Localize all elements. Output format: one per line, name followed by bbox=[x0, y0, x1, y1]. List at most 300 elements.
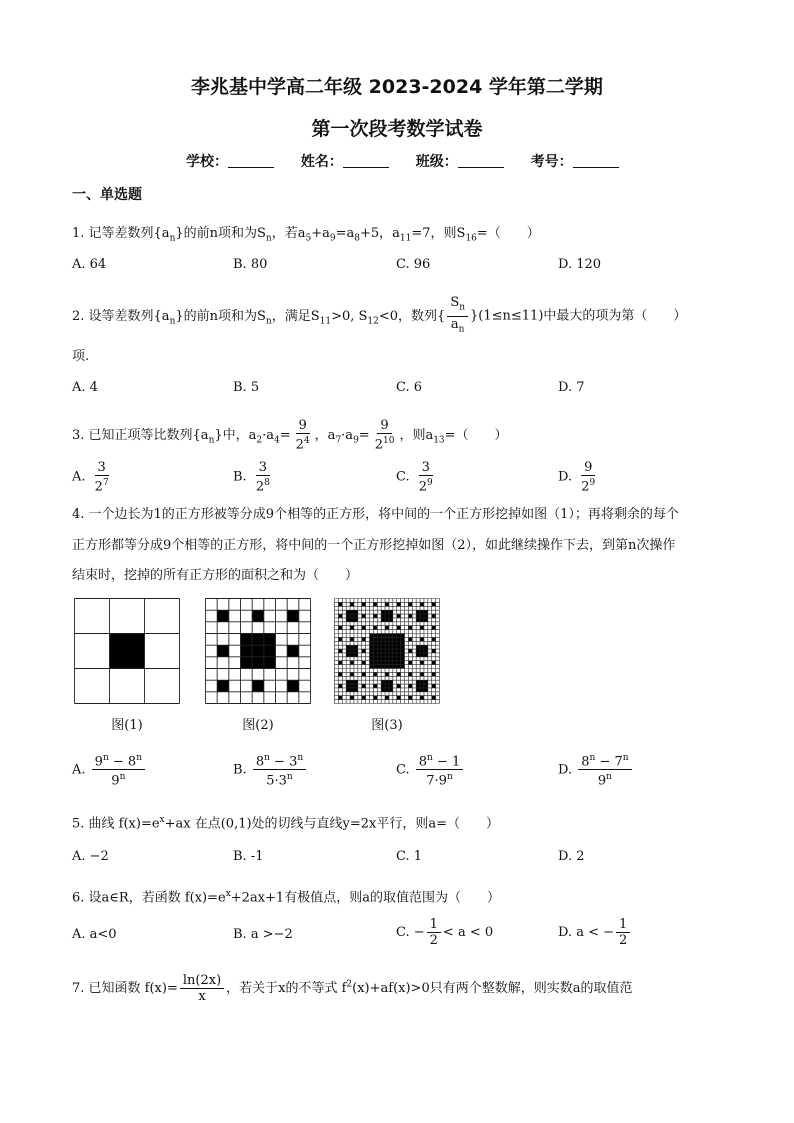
removed-square bbox=[110, 634, 145, 669]
removed-square bbox=[350, 614, 354, 618]
removed-square bbox=[350, 645, 354, 649]
removed-square bbox=[377, 661, 381, 665]
removed-square bbox=[401, 645, 405, 649]
removed-square bbox=[217, 680, 229, 692]
removed-square bbox=[416, 684, 420, 688]
removed-square bbox=[385, 657, 389, 661]
removed-square bbox=[252, 645, 264, 657]
removed-square bbox=[385, 684, 389, 688]
removed-square bbox=[397, 696, 401, 700]
q3-c-den: $2^9$ bbox=[418, 478, 433, 495]
removed-square bbox=[373, 661, 377, 665]
removed-square bbox=[381, 684, 385, 688]
removed-square bbox=[350, 680, 354, 684]
exam-number-blank[interactable] bbox=[573, 153, 619, 168]
removed-square bbox=[362, 661, 366, 665]
removed-square bbox=[432, 684, 436, 688]
removed-square bbox=[370, 649, 374, 653]
removed-square bbox=[420, 696, 424, 700]
removed-square bbox=[381, 618, 385, 622]
removed-square bbox=[241, 645, 253, 657]
removed-square bbox=[350, 626, 354, 630]
removed-square bbox=[370, 641, 374, 645]
removed-square bbox=[354, 610, 358, 614]
q3-f1-den: $2^4$ bbox=[295, 436, 310, 453]
exam-title-line2: 第一次段考数学试卷 bbox=[311, 118, 483, 140]
removed-square bbox=[377, 641, 381, 645]
q2-option-a[interactable]: A. 4 bbox=[72, 380, 98, 395]
q4-c-frac bbox=[416, 751, 464, 789]
removed-square bbox=[432, 696, 436, 700]
removed-square bbox=[338, 684, 342, 688]
removed-square bbox=[217, 645, 229, 657]
removed-square bbox=[432, 661, 436, 665]
q3-stem-part-a: 3. 已知正项等比数列$\{a_n\}$中，$a_2\cdot a_4=$ bbox=[72, 427, 291, 446]
removed-square bbox=[385, 618, 389, 622]
removed-square bbox=[401, 657, 405, 661]
removed-square bbox=[408, 649, 412, 653]
removed-square bbox=[362, 696, 366, 700]
removed-square bbox=[397, 614, 401, 618]
class-blank[interactable] bbox=[458, 153, 504, 168]
question-2-stem bbox=[72, 295, 686, 337]
removed-square bbox=[389, 688, 393, 692]
removed-square bbox=[373, 614, 377, 618]
q1-option-d[interactable]: D. 120 bbox=[558, 257, 602, 272]
school-blank[interactable] bbox=[228, 153, 274, 168]
removed-square bbox=[373, 634, 377, 638]
q2-option-d[interactable]: D. 7 bbox=[558, 380, 585, 395]
removed-square bbox=[397, 649, 401, 653]
removed-square bbox=[432, 649, 436, 653]
removed-square bbox=[373, 684, 377, 688]
q6-option-a[interactable]: A. a<0 bbox=[72, 927, 117, 942]
removed-square bbox=[350, 610, 354, 614]
removed-square bbox=[338, 626, 342, 630]
removed-square bbox=[393, 641, 397, 645]
q2-option-b[interactable]: B. 5 bbox=[233, 380, 260, 395]
removed-square bbox=[350, 672, 354, 676]
q2-option-c[interactable]: C. 6 bbox=[396, 380, 423, 395]
removed-square bbox=[385, 680, 389, 684]
q4-d-num: $8^n - 7^n$ bbox=[578, 751, 631, 770]
removed-square bbox=[377, 665, 381, 669]
q4-option-b[interactable] bbox=[233, 751, 308, 789]
removed-square bbox=[381, 614, 385, 618]
removed-square bbox=[373, 641, 377, 645]
removed-square bbox=[408, 696, 412, 700]
removed-square bbox=[354, 688, 358, 692]
removed-square bbox=[408, 684, 412, 688]
removed-square bbox=[389, 637, 393, 641]
removed-square bbox=[424, 649, 428, 653]
removed-square bbox=[354, 614, 358, 618]
removed-square bbox=[385, 641, 389, 645]
removed-square bbox=[424, 645, 428, 649]
removed-square bbox=[287, 645, 299, 657]
removed-square bbox=[397, 626, 401, 630]
removed-square bbox=[424, 688, 428, 692]
q4-b-den: $5\cdot 3^n$ bbox=[266, 772, 293, 789]
q3-d-label: D. bbox=[558, 469, 573, 485]
q4-c-num: $8^n - 1$ bbox=[416, 751, 464, 770]
removed-square bbox=[432, 626, 436, 630]
figure-2-caption: 图(2) bbox=[242, 718, 274, 733]
removed-square bbox=[420, 602, 424, 606]
removed-square bbox=[397, 661, 401, 665]
removed-square bbox=[373, 649, 377, 653]
removed-square bbox=[408, 672, 412, 676]
removed-square bbox=[432, 602, 436, 606]
removed-square bbox=[389, 614, 393, 618]
removed-square bbox=[362, 649, 366, 653]
q3-d-num: 9 bbox=[581, 460, 595, 476]
removed-square bbox=[420, 649, 424, 653]
q3-f2-num: 9 bbox=[377, 418, 391, 434]
q4-c-label: C. bbox=[396, 762, 410, 778]
q3-a-num: 3 bbox=[95, 460, 109, 476]
q4-b-frac bbox=[253, 751, 306, 789]
removed-square bbox=[287, 610, 299, 622]
question-3-stem bbox=[72, 418, 508, 452]
removed-square bbox=[381, 645, 385, 649]
removed-square bbox=[424, 684, 428, 688]
removed-square bbox=[381, 637, 385, 641]
removed-square bbox=[389, 634, 393, 638]
removed-square bbox=[401, 661, 405, 665]
q6-option-c[interactable] bbox=[396, 917, 493, 948]
removed-square bbox=[346, 653, 350, 657]
removed-square bbox=[373, 653, 377, 657]
q7-frac-den: x bbox=[198, 989, 206, 1004]
removed-square bbox=[385, 614, 389, 618]
removed-square bbox=[401, 641, 405, 645]
removed-square bbox=[385, 637, 389, 641]
removed-square bbox=[385, 696, 389, 700]
removed-square bbox=[338, 672, 342, 676]
removed-square bbox=[420, 672, 424, 676]
q3-d-den: $2^9$ bbox=[581, 478, 596, 495]
removed-square bbox=[389, 618, 393, 622]
removed-square bbox=[397, 653, 401, 657]
removed-square bbox=[252, 610, 264, 622]
removed-square bbox=[370, 645, 374, 649]
removed-square bbox=[393, 665, 397, 669]
q6-c-den: 2 bbox=[429, 933, 438, 948]
question-4-line2: 正方形都等分成9个相等的正方形，将中间的一个正方形挖掉如图（2），如此继续操作下去，到第n次操作 bbox=[72, 538, 676, 553]
q1-option-c[interactable]: C. 96 bbox=[396, 257, 431, 272]
removed-square bbox=[389, 645, 393, 649]
removed-square bbox=[381, 680, 385, 684]
removed-square bbox=[432, 614, 436, 618]
removed-square bbox=[408, 602, 412, 606]
q3-d-frac bbox=[578, 460, 598, 494]
removed-square bbox=[346, 614, 350, 618]
removed-square bbox=[381, 661, 385, 665]
name-label: 姓名： bbox=[300, 154, 343, 170]
removed-square bbox=[393, 645, 397, 649]
removed-square bbox=[408, 626, 412, 630]
question-4-line3: 结束时，挖掉的所有正方形的面积之和为（ ） bbox=[72, 568, 359, 583]
q7-fraction bbox=[180, 973, 224, 1004]
removed-square bbox=[420, 680, 424, 684]
question-1-stem: 1. 记等差数列$\{a_n\}$的前n项和为$S_n$，若$a_5+a_9=a_8+5$，$a_{11}=7$，则$S_{16}=$（ ） bbox=[72, 226, 540, 244]
removed-square bbox=[397, 602, 401, 606]
q3-c-frac bbox=[416, 460, 436, 494]
removed-square bbox=[354, 645, 358, 649]
removed-square bbox=[217, 610, 229, 622]
removed-square bbox=[389, 684, 393, 688]
removed-square bbox=[381, 688, 385, 692]
removed-square bbox=[362, 602, 366, 606]
removed-square bbox=[385, 626, 389, 630]
removed-square bbox=[416, 649, 420, 653]
removed-square bbox=[264, 634, 276, 646]
removed-square bbox=[385, 649, 389, 653]
q3-b-label: B. bbox=[233, 469, 247, 485]
q5-option-c[interactable]: C. 1 bbox=[396, 849, 423, 864]
removed-square bbox=[354, 684, 358, 688]
q4-a-den: 9$^n$ bbox=[111, 772, 126, 789]
q3-stem-part-b: ，$a_7\cdot a_9=$ bbox=[314, 427, 370, 446]
q4-option-d[interactable] bbox=[558, 751, 634, 789]
removed-square bbox=[373, 696, 377, 700]
q3-option-a[interactable] bbox=[72, 460, 114, 494]
removed-square bbox=[385, 688, 389, 692]
removed-square bbox=[241, 657, 253, 669]
removed-square bbox=[389, 653, 393, 657]
q6-option-d[interactable] bbox=[558, 917, 632, 948]
removed-square bbox=[420, 653, 424, 657]
q3-c-num: 3 bbox=[419, 460, 433, 476]
exam-number-label: 考号： bbox=[530, 154, 573, 170]
removed-square bbox=[420, 684, 424, 688]
removed-square bbox=[416, 610, 420, 614]
q4-option-a[interactable] bbox=[72, 751, 147, 789]
q4-a-label: A. bbox=[72, 762, 86, 778]
section-heading: 一、单选题 bbox=[72, 187, 142, 203]
removed-square bbox=[373, 626, 377, 630]
q3-fraction-2 bbox=[372, 418, 398, 452]
removed-square bbox=[393, 649, 397, 653]
q6-d-den: 2 bbox=[619, 933, 628, 948]
q4-b-label: B. bbox=[233, 762, 247, 778]
removed-square bbox=[416, 618, 420, 622]
removed-square bbox=[377, 634, 381, 638]
removed-square bbox=[377, 637, 381, 641]
q4-a-num: $9^n - 8^n$ bbox=[92, 751, 145, 770]
removed-square bbox=[420, 661, 424, 665]
q2-frac-num: $S_n$ bbox=[447, 295, 468, 317]
removed-square bbox=[397, 684, 401, 688]
removed-square bbox=[346, 680, 350, 684]
removed-square bbox=[373, 672, 377, 676]
sierpinski-figure-1 bbox=[74, 598, 180, 704]
removed-square bbox=[389, 610, 393, 614]
removed-square bbox=[338, 614, 342, 618]
removed-square bbox=[397, 637, 401, 641]
removed-square bbox=[338, 649, 342, 653]
removed-square bbox=[381, 665, 385, 669]
removed-square bbox=[381, 653, 385, 657]
q6-d-label: D. a < − bbox=[558, 925, 615, 940]
q3-option-b[interactable] bbox=[233, 460, 275, 494]
q2-stem-end: 项. bbox=[72, 349, 90, 364]
removed-square bbox=[389, 661, 393, 665]
removed-square bbox=[373, 657, 377, 661]
removed-square bbox=[385, 665, 389, 669]
removed-square bbox=[264, 657, 276, 669]
question-6-stem: 6. 设a∈R，若函数 $f(x)=e^x+2ax+1$有极值点，则a的取值范围为（ ） bbox=[72, 889, 500, 906]
figure-1-caption: 图(1) bbox=[111, 718, 143, 733]
q4-d-frac bbox=[578, 751, 631, 789]
removed-square bbox=[389, 657, 393, 661]
q6-c-frac bbox=[427, 917, 441, 948]
removed-square bbox=[377, 653, 381, 657]
removed-square bbox=[346, 610, 350, 614]
removed-square bbox=[420, 645, 424, 649]
q1-option-a[interactable]: A. 64 bbox=[72, 257, 107, 272]
removed-square bbox=[373, 645, 377, 649]
q6-c-tail: < a < 0 bbox=[442, 925, 494, 940]
exam-title-line1: 李兆基中学高二年级 2023-2024 学年第二学期 bbox=[191, 76, 603, 98]
removed-square bbox=[381, 634, 385, 638]
q7-stem-part-b: ，若关于x的不等式 $f^2(x)+af(x)>0$只有两个整数解，则实数a的取值范 bbox=[226, 979, 633, 996]
removed-square bbox=[389, 641, 393, 645]
removed-square bbox=[354, 649, 358, 653]
removed-square bbox=[354, 653, 358, 657]
removed-square bbox=[385, 653, 389, 657]
q2-stem-part-b: }(1≤n≤11)中最大的项为第（ ） bbox=[470, 308, 687, 324]
q6-d-num: 1 bbox=[616, 917, 630, 933]
q3-option-d[interactable] bbox=[558, 460, 600, 494]
q7-frac-num: ln(2x) bbox=[180, 973, 224, 989]
removed-square bbox=[338, 696, 342, 700]
removed-square bbox=[393, 653, 397, 657]
removed-square bbox=[416, 645, 420, 649]
removed-square bbox=[252, 680, 264, 692]
removed-square bbox=[401, 653, 405, 657]
removed-square bbox=[397, 657, 401, 661]
q3-option-c[interactable] bbox=[396, 460, 438, 494]
removed-square bbox=[408, 614, 412, 618]
removed-square bbox=[264, 645, 276, 657]
removed-square bbox=[338, 661, 342, 665]
removed-square bbox=[420, 618, 424, 622]
removed-square bbox=[350, 661, 354, 665]
name-blank[interactable] bbox=[343, 153, 389, 168]
removed-square bbox=[370, 665, 374, 669]
removed-square bbox=[346, 645, 350, 649]
removed-square bbox=[416, 688, 420, 692]
removed-square bbox=[252, 634, 264, 646]
removed-square bbox=[397, 641, 401, 645]
removed-square bbox=[350, 653, 354, 657]
q7-stem-part-a: 7. 已知函数 f(x)= bbox=[72, 981, 178, 996]
removed-square bbox=[401, 649, 405, 653]
removed-square bbox=[370, 634, 374, 638]
q3-stem-part-c: ，则$a_{13}=$（ ） bbox=[399, 427, 508, 446]
removed-square bbox=[350, 637, 354, 641]
sierpinski-figure-3 bbox=[334, 598, 440, 704]
q5-option-d[interactable]: D. 2 bbox=[558, 849, 585, 864]
q3-a-frac bbox=[92, 460, 112, 494]
q4-d-den: 9$^n$ bbox=[597, 772, 612, 789]
q4-b-num: $8^n - 3^n$ bbox=[253, 751, 306, 770]
removed-square bbox=[432, 637, 436, 641]
removed-square bbox=[397, 672, 401, 676]
removed-square bbox=[338, 637, 342, 641]
removed-square bbox=[350, 688, 354, 692]
q3-a-label: A. bbox=[72, 469, 86, 485]
removed-square bbox=[389, 649, 393, 653]
question-5-stem: 5. 曲线 $f(x)=e^x+ax$ 在点(0,1)处的切线与直线y=2x平行，则a=（ ） bbox=[72, 815, 500, 832]
class-label: 班级： bbox=[415, 154, 458, 170]
removed-square bbox=[408, 661, 412, 665]
q4-option-c[interactable] bbox=[396, 751, 465, 789]
removed-square bbox=[362, 637, 366, 641]
removed-square bbox=[381, 641, 385, 645]
removed-square bbox=[373, 602, 377, 606]
removed-square bbox=[252, 657, 264, 669]
q6-d-frac bbox=[616, 917, 630, 948]
removed-square bbox=[424, 680, 428, 684]
q4-a-frac bbox=[92, 751, 145, 789]
removed-square bbox=[408, 637, 412, 641]
removed-square bbox=[385, 634, 389, 638]
q1-option-b[interactable]: B. 80 bbox=[233, 257, 268, 272]
removed-square bbox=[377, 649, 381, 653]
q6-c-num: 1 bbox=[427, 917, 441, 933]
removed-square bbox=[416, 653, 420, 657]
removed-square bbox=[370, 653, 374, 657]
q3-f2-den: $2^{10}$ bbox=[374, 436, 395, 453]
q5-option-b[interactable]: B. -1 bbox=[233, 849, 264, 864]
removed-square bbox=[420, 610, 424, 614]
q3-fraction-1 bbox=[293, 418, 313, 452]
removed-square bbox=[397, 634, 401, 638]
removed-square bbox=[393, 634, 397, 638]
school-label: 学校： bbox=[186, 154, 228, 170]
removed-square bbox=[393, 661, 397, 665]
removed-square bbox=[346, 688, 350, 692]
removed-square bbox=[389, 680, 393, 684]
removed-square bbox=[424, 610, 428, 614]
removed-square bbox=[416, 680, 420, 684]
removed-square bbox=[401, 637, 405, 641]
question-7-stem bbox=[72, 973, 632, 1004]
removed-square bbox=[362, 626, 366, 630]
q5-option-a[interactable]: A. −2 bbox=[72, 849, 109, 864]
removed-square bbox=[350, 618, 354, 622]
q2-frac-den: $a_n$ bbox=[450, 316, 465, 335]
removed-square bbox=[350, 684, 354, 688]
removed-square bbox=[354, 680, 358, 684]
removed-square bbox=[397, 665, 401, 669]
removed-square bbox=[362, 684, 366, 688]
removed-square bbox=[350, 602, 354, 606]
removed-square bbox=[346, 618, 350, 622]
q6-option-b[interactable]: B. a >−2 bbox=[233, 927, 293, 942]
removed-square bbox=[370, 657, 374, 661]
removed-square bbox=[370, 661, 374, 665]
removed-square bbox=[389, 665, 393, 669]
q2-stem-part-a: 2. 设等差数列$\{a_n\}$的前n项和为$S_n$，满足$S_{11}>0$, $S_{12}<0$，数列{ bbox=[72, 308, 446, 327]
q3-b-num: 3 bbox=[256, 460, 270, 476]
q4-c-den: $7\cdot 9^n$ bbox=[426, 772, 453, 789]
removed-square bbox=[338, 602, 342, 606]
removed-square bbox=[346, 649, 350, 653]
